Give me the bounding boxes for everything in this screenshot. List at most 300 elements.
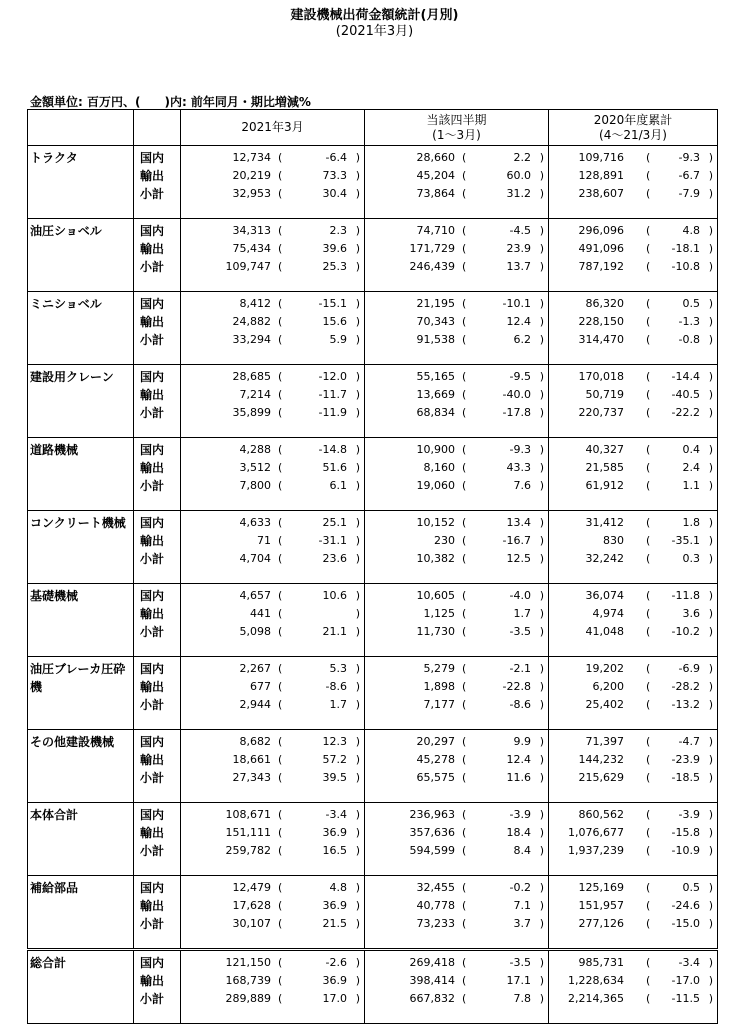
month-value-row [181, 459, 364, 477]
quarter-value-row [365, 167, 548, 185]
row-type-label: 輸出 [140, 242, 165, 256]
month-amount: 168,739 [225, 974, 271, 987]
table-row [28, 146, 718, 219]
fiscal-year-change-percent: 3.6 [682, 607, 700, 620]
open-paren: ( [278, 151, 283, 164]
fiscal-year-change-percent: -24.6 [671, 899, 700, 912]
category-name: コンクリート機械 [30, 516, 126, 530]
row-type-label: 小計 [140, 333, 165, 347]
row-type-label: 小計 [140, 187, 165, 201]
open-paren: ( [278, 662, 283, 675]
quarter-change-percent: 1.7 [513, 607, 531, 620]
quarter-values-cell [365, 511, 549, 584]
month-change-percent: 25.1 [322, 516, 347, 529]
fiscal-year-change-percent: -28.2 [671, 680, 700, 693]
month-amount: 677 [250, 680, 271, 693]
quarter-amount: 10,605 [416, 589, 455, 602]
month-change-percent: -14.8 [318, 443, 347, 456]
fiscal-year-change-percent: -10.2 [671, 625, 700, 638]
table-row [28, 511, 718, 584]
category-name: 道路機械 [30, 443, 79, 457]
quarter-value-row [365, 769, 548, 787]
month-amount: 8,682 [239, 735, 271, 748]
open-paren: ( [646, 956, 651, 969]
month-value-row [181, 258, 364, 276]
month-change-percent: -6.4 [325, 151, 347, 164]
row-type-label: 輸出 [140, 315, 165, 329]
row-type-label: 国内 [140, 662, 165, 676]
fiscal-year-value-row [549, 824, 717, 842]
close-paren: ) [708, 974, 713, 987]
quarter-values-cell [365, 365, 549, 438]
month-values-cell [181, 657, 365, 730]
row-type-label: 国内 [140, 297, 165, 311]
quarter-value-row [365, 313, 548, 331]
month-change-percent: 1.7 [329, 698, 347, 711]
quarter-value-row [365, 990, 548, 1008]
month-change-percent: 23.6 [322, 552, 347, 565]
quarter-change-percent: 12.5 [506, 552, 531, 565]
open-paren: ( [646, 552, 651, 565]
fiscal-year-value-row [549, 240, 717, 258]
quarter-change-percent: 7.6 [513, 479, 531, 492]
fiscal-year-value-row [549, 972, 717, 990]
quarter-amount: 91,538 [416, 333, 455, 346]
month-change-percent: 39.6 [322, 242, 347, 255]
quarter-change-percent: 17.1 [506, 974, 531, 987]
fiscal-year-amount: 144,232 [578, 753, 624, 766]
category-name: 総合計 [30, 956, 67, 970]
close-paren: ) [539, 260, 544, 273]
open-paren: ( [646, 151, 651, 164]
quarter-value-row [365, 295, 548, 313]
page-subtitle: (2021年3月) [335, 24, 414, 39]
month-value-row [181, 240, 364, 258]
quarter-amount: 594,599 [409, 844, 455, 857]
month-value-row [181, 222, 364, 240]
open-paren: ( [462, 388, 467, 401]
month-value-row [181, 897, 364, 915]
row-type-label: 輸出 [140, 899, 165, 913]
row-type-label: 輸出 [140, 826, 165, 840]
close-paren: ) [708, 589, 713, 602]
row-type-label: 国内 [140, 808, 165, 822]
close-paren: ) [708, 370, 713, 383]
quarter-amount: 68,834 [416, 406, 455, 419]
fiscal-year-amount: 50,719 [585, 388, 624, 401]
quarter-amount: 269,418 [409, 956, 455, 969]
open-paren: ( [278, 187, 283, 200]
month-value-row [181, 696, 364, 714]
close-paren: ) [539, 662, 544, 675]
quarter-amount: 73,864 [416, 187, 455, 200]
month-amount: 121,150 [225, 956, 271, 969]
quarter-values-cell [365, 657, 549, 730]
quarter-value-row [365, 185, 548, 203]
month-value-row [181, 167, 364, 185]
close-paren: ) [355, 406, 360, 419]
quarter-value-row [365, 623, 548, 641]
fiscal-year-amount: 4,974 [592, 607, 624, 620]
open-paren: ( [462, 370, 467, 383]
close-paren: ) [355, 698, 360, 711]
close-paren: ) [355, 242, 360, 255]
quarter-amount: 55,165 [416, 370, 455, 383]
open-paren: ( [646, 333, 651, 346]
month-value-row [181, 751, 364, 769]
month-amount: 24,882 [232, 315, 271, 328]
category-name: トラクタ [30, 151, 78, 165]
header-month-label: 2021年3月 [241, 120, 304, 134]
quarter-value-row [365, 605, 548, 623]
type-cell [134, 584, 181, 657]
open-paren: ( [462, 899, 467, 912]
close-paren: ) [539, 735, 544, 748]
close-paren: ) [539, 406, 544, 419]
category-cell [28, 219, 134, 292]
month-change-percent: -15.1 [318, 297, 347, 310]
header-month [181, 110, 365, 146]
open-paren: ( [646, 808, 651, 821]
open-paren: ( [278, 808, 283, 821]
open-paren: ( [462, 735, 467, 748]
fiscal-year-value-row [549, 441, 717, 459]
open-paren: ( [462, 589, 467, 602]
close-paren: ) [708, 607, 713, 620]
category-cell [28, 657, 134, 730]
close-paren: ) [708, 534, 713, 547]
close-paren: ) [708, 735, 713, 748]
close-paren: ) [708, 516, 713, 529]
header-fy-line1: 2020年度累計 [593, 112, 673, 127]
month-value-row [181, 149, 364, 167]
open-paren: ( [462, 479, 467, 492]
open-paren: ( [278, 735, 283, 748]
month-change-percent: 5.9 [329, 333, 347, 346]
quarter-amount: 65,575 [416, 771, 455, 784]
fiscal-year-amount: 238,607 [578, 187, 624, 200]
open-paren: ( [646, 881, 651, 894]
fiscal-year-amount: 277,126 [578, 917, 624, 930]
month-values-cell [181, 438, 365, 511]
close-paren: ) [539, 388, 544, 401]
close-paren: ) [539, 297, 544, 310]
quarter-change-percent: -3.5 [509, 625, 531, 638]
table-row [28, 365, 718, 438]
close-paren: ) [708, 899, 713, 912]
open-paren: ( [646, 534, 651, 547]
quarter-change-percent: -9.5 [509, 370, 531, 383]
month-change-percent: 10.6 [322, 589, 347, 602]
month-change-percent: 15.6 [322, 315, 347, 328]
close-paren: ) [708, 552, 713, 565]
quarter-change-percent: 60.0 [506, 169, 531, 182]
fiscal-year-amount: 32,242 [585, 552, 624, 565]
quarter-amount: 20,297 [416, 735, 455, 748]
row-type-label: 小計 [140, 698, 165, 712]
close-paren: ) [355, 844, 360, 857]
quarter-amount: 70,343 [416, 315, 455, 328]
month-value-row [181, 386, 364, 404]
month-value-row [181, 660, 364, 678]
quarter-change-percent: -8.6 [509, 698, 531, 711]
close-paren: ) [708, 461, 713, 474]
fiscal-year-amount: 41,048 [585, 625, 624, 638]
fiscal-year-value-row [549, 990, 717, 1008]
month-amount: 4,633 [239, 516, 271, 529]
close-paren: ) [355, 589, 360, 602]
open-paren: ( [278, 881, 283, 894]
month-value-row [181, 550, 364, 568]
close-paren: ) [539, 534, 544, 547]
close-paren: ) [708, 388, 713, 401]
quarter-value-row [365, 386, 548, 404]
month-amount: 4,288 [239, 443, 271, 456]
fiscal-year-value-row [549, 459, 717, 477]
open-paren: ( [278, 974, 283, 987]
table-row [28, 950, 718, 1024]
month-value-row [181, 441, 364, 459]
fiscal-year-change-percent: -9.3 [678, 151, 700, 164]
fiscal-year-value-row [549, 550, 717, 568]
open-paren: ( [278, 461, 283, 474]
quarter-values-cell [365, 146, 549, 219]
fiscal-year-amount: 1,228,634 [568, 974, 624, 987]
quarter-amount: 74,710 [416, 224, 455, 237]
close-paren: ) [708, 479, 713, 492]
quarter-change-percent: 9.9 [513, 735, 531, 748]
fiscal-year-change-percent: -15.0 [671, 917, 700, 930]
close-paren: ) [355, 881, 360, 894]
fiscal-year-amount: 6,200 [592, 680, 624, 693]
quarter-change-percent: 31.2 [506, 187, 531, 200]
quarter-amount: 398,414 [409, 974, 455, 987]
open-paren: ( [462, 516, 467, 529]
table-body [28, 146, 718, 1024]
month-amount: 109,747 [225, 260, 271, 273]
fiscal-year-change-percent: -35.1 [671, 534, 700, 547]
table-row [28, 730, 718, 803]
quarter-values-cell [365, 950, 549, 1024]
close-paren: ) [708, 242, 713, 255]
type-cell [134, 803, 181, 876]
category-name: 油圧ショベル [30, 224, 102, 238]
close-paren: ) [539, 461, 544, 474]
close-paren: ) [539, 974, 544, 987]
row-type-label: 小計 [140, 406, 165, 420]
close-paren: ) [708, 151, 713, 164]
close-paren: ) [539, 370, 544, 383]
open-paren: ( [646, 917, 651, 930]
close-paren: ) [355, 479, 360, 492]
open-paren: ( [462, 607, 467, 620]
close-paren: ) [708, 917, 713, 930]
quarter-value-row [365, 477, 548, 495]
close-paren: ) [539, 479, 544, 492]
close-paren: ) [355, 297, 360, 310]
type-cell [134, 292, 181, 365]
fiscal-year-value-row [549, 954, 717, 972]
category-cell [28, 438, 134, 511]
fiscal-year-amount: 86,320 [585, 297, 624, 310]
close-paren: ) [539, 992, 544, 1005]
month-value-row [181, 532, 364, 550]
category-name: 油圧ブレーカ圧砕機 [30, 662, 126, 694]
quarter-amount: 10,382 [416, 552, 455, 565]
close-paren: ) [355, 625, 360, 638]
fiscal-year-amount: 36,074 [585, 589, 624, 602]
month-amount: 33,294 [232, 333, 271, 346]
month-change-percent: 36.9 [322, 974, 347, 987]
close-paren: ) [355, 680, 360, 693]
quarter-change-percent: 8.4 [513, 844, 531, 857]
category-cell [28, 876, 134, 950]
month-value-row [181, 678, 364, 696]
quarter-values-cell [365, 730, 549, 803]
row-type-label: 小計 [140, 479, 165, 493]
close-paren: ) [355, 753, 360, 766]
fiscal-year-value-row [549, 605, 717, 623]
month-change-percent: 73.3 [322, 169, 347, 182]
fiscal-year-amount: 170,018 [578, 370, 624, 383]
fiscal-year-amount: 109,716 [578, 151, 624, 164]
close-paren: ) [539, 151, 544, 164]
open-paren: ( [278, 443, 283, 456]
fiscal-year-amount: 128,891 [578, 169, 624, 182]
open-paren: ( [646, 370, 651, 383]
month-value-row [181, 623, 364, 641]
close-paren: ) [539, 443, 544, 456]
quarter-value-row [365, 824, 548, 842]
month-amount: 259,782 [225, 844, 271, 857]
row-type-label: 輸出 [140, 534, 165, 548]
month-value-row [181, 806, 364, 824]
open-paren: ( [278, 516, 283, 529]
month-value-row [181, 842, 364, 860]
quarter-value-row [365, 331, 548, 349]
month-amount: 18,661 [232, 753, 271, 766]
month-value-row [181, 954, 364, 972]
open-paren: ( [462, 242, 467, 255]
quarter-change-percent: -2.1 [509, 662, 531, 675]
quarter-amount: 1,125 [423, 607, 455, 620]
row-type-label: 小計 [140, 917, 165, 931]
fiscal-year-amount: 491,096 [578, 242, 624, 255]
table-row [28, 657, 718, 730]
type-cell [134, 876, 181, 950]
open-paren: ( [278, 224, 283, 237]
close-paren: ) [355, 956, 360, 969]
month-value-row [181, 605, 364, 623]
open-paren: ( [462, 297, 467, 310]
fiscal-year-change-percent: -23.9 [671, 753, 700, 766]
row-type-label: 国内 [140, 224, 165, 238]
open-paren: ( [278, 899, 283, 912]
header-quarter-line1: 当該四半期 [426, 112, 487, 127]
row-type-label: 輸出 [140, 607, 165, 621]
open-paren: ( [646, 479, 651, 492]
category-name: ミニショベル [30, 297, 102, 311]
open-paren: ( [462, 333, 467, 346]
fiscal-year-values-cell [549, 730, 718, 803]
month-value-row [181, 733, 364, 751]
row-type-label: 小計 [140, 992, 165, 1006]
fiscal-year-amount: 314,470 [578, 333, 624, 346]
open-paren: ( [278, 388, 283, 401]
open-paren: ( [646, 844, 651, 857]
month-values-cell [181, 876, 365, 950]
month-value-row [181, 404, 364, 422]
quarter-change-percent: 23.9 [506, 242, 531, 255]
open-paren: ( [278, 406, 283, 419]
fiscal-year-value-row [549, 149, 717, 167]
open-paren: ( [646, 297, 651, 310]
open-paren: ( [278, 826, 283, 839]
fiscal-year-amount: 2,214,365 [568, 992, 624, 1005]
open-paren: ( [278, 260, 283, 273]
open-paren: ( [462, 881, 467, 894]
month-amount: 2,267 [239, 662, 271, 675]
quarter-change-percent: 2.2 [513, 151, 531, 164]
open-paren: ( [278, 992, 283, 1005]
open-paren: ( [462, 698, 467, 711]
open-paren: ( [462, 844, 467, 857]
fiscal-year-change-percent: -22.2 [671, 406, 700, 419]
quarter-values-cell [365, 803, 549, 876]
month-amount: 12,479 [232, 881, 271, 894]
open-paren: ( [646, 169, 651, 182]
month-amount: 5,098 [239, 625, 271, 638]
quarter-change-percent: 6.2 [513, 333, 531, 346]
open-paren: ( [278, 753, 283, 766]
fiscal-year-amount: 61,912 [585, 479, 624, 492]
quarter-values-cell [365, 292, 549, 365]
close-paren: ) [355, 662, 360, 675]
open-paren: ( [646, 443, 651, 456]
quarter-change-percent: -4.5 [509, 224, 531, 237]
open-paren: ( [278, 169, 283, 182]
fiscal-year-values-cell [549, 803, 718, 876]
open-paren: ( [278, 771, 283, 784]
quarter-amount: 28,660 [416, 151, 455, 164]
open-paren: ( [462, 662, 467, 675]
quarter-amount: 667,832 [409, 992, 455, 1005]
close-paren: ) [539, 516, 544, 529]
close-paren: ) [708, 826, 713, 839]
fiscal-year-value-row [549, 313, 717, 331]
open-paren: ( [646, 662, 651, 675]
open-paren: ( [646, 260, 651, 273]
close-paren: ) [539, 698, 544, 711]
month-values-cell [181, 584, 365, 657]
quarter-amount: 11,730 [416, 625, 455, 638]
table-row [28, 438, 718, 511]
fiscal-year-change-percent: 1.1 [682, 479, 700, 492]
fiscal-year-amount: 228,150 [578, 315, 624, 328]
quarter-value-row [365, 587, 548, 605]
close-paren: ) [708, 625, 713, 638]
close-paren: ) [708, 224, 713, 237]
quarter-amount: 73,233 [416, 917, 455, 930]
month-amount: 75,434 [232, 242, 271, 255]
fiscal-year-amount: 215,629 [578, 771, 624, 784]
open-paren: ( [646, 899, 651, 912]
month-change-percent: 12.3 [322, 735, 347, 748]
fiscal-year-value-row [549, 915, 717, 933]
open-paren: ( [278, 680, 283, 693]
row-type-label: 国内 [140, 956, 165, 970]
month-change-percent: -31.1 [318, 534, 347, 547]
